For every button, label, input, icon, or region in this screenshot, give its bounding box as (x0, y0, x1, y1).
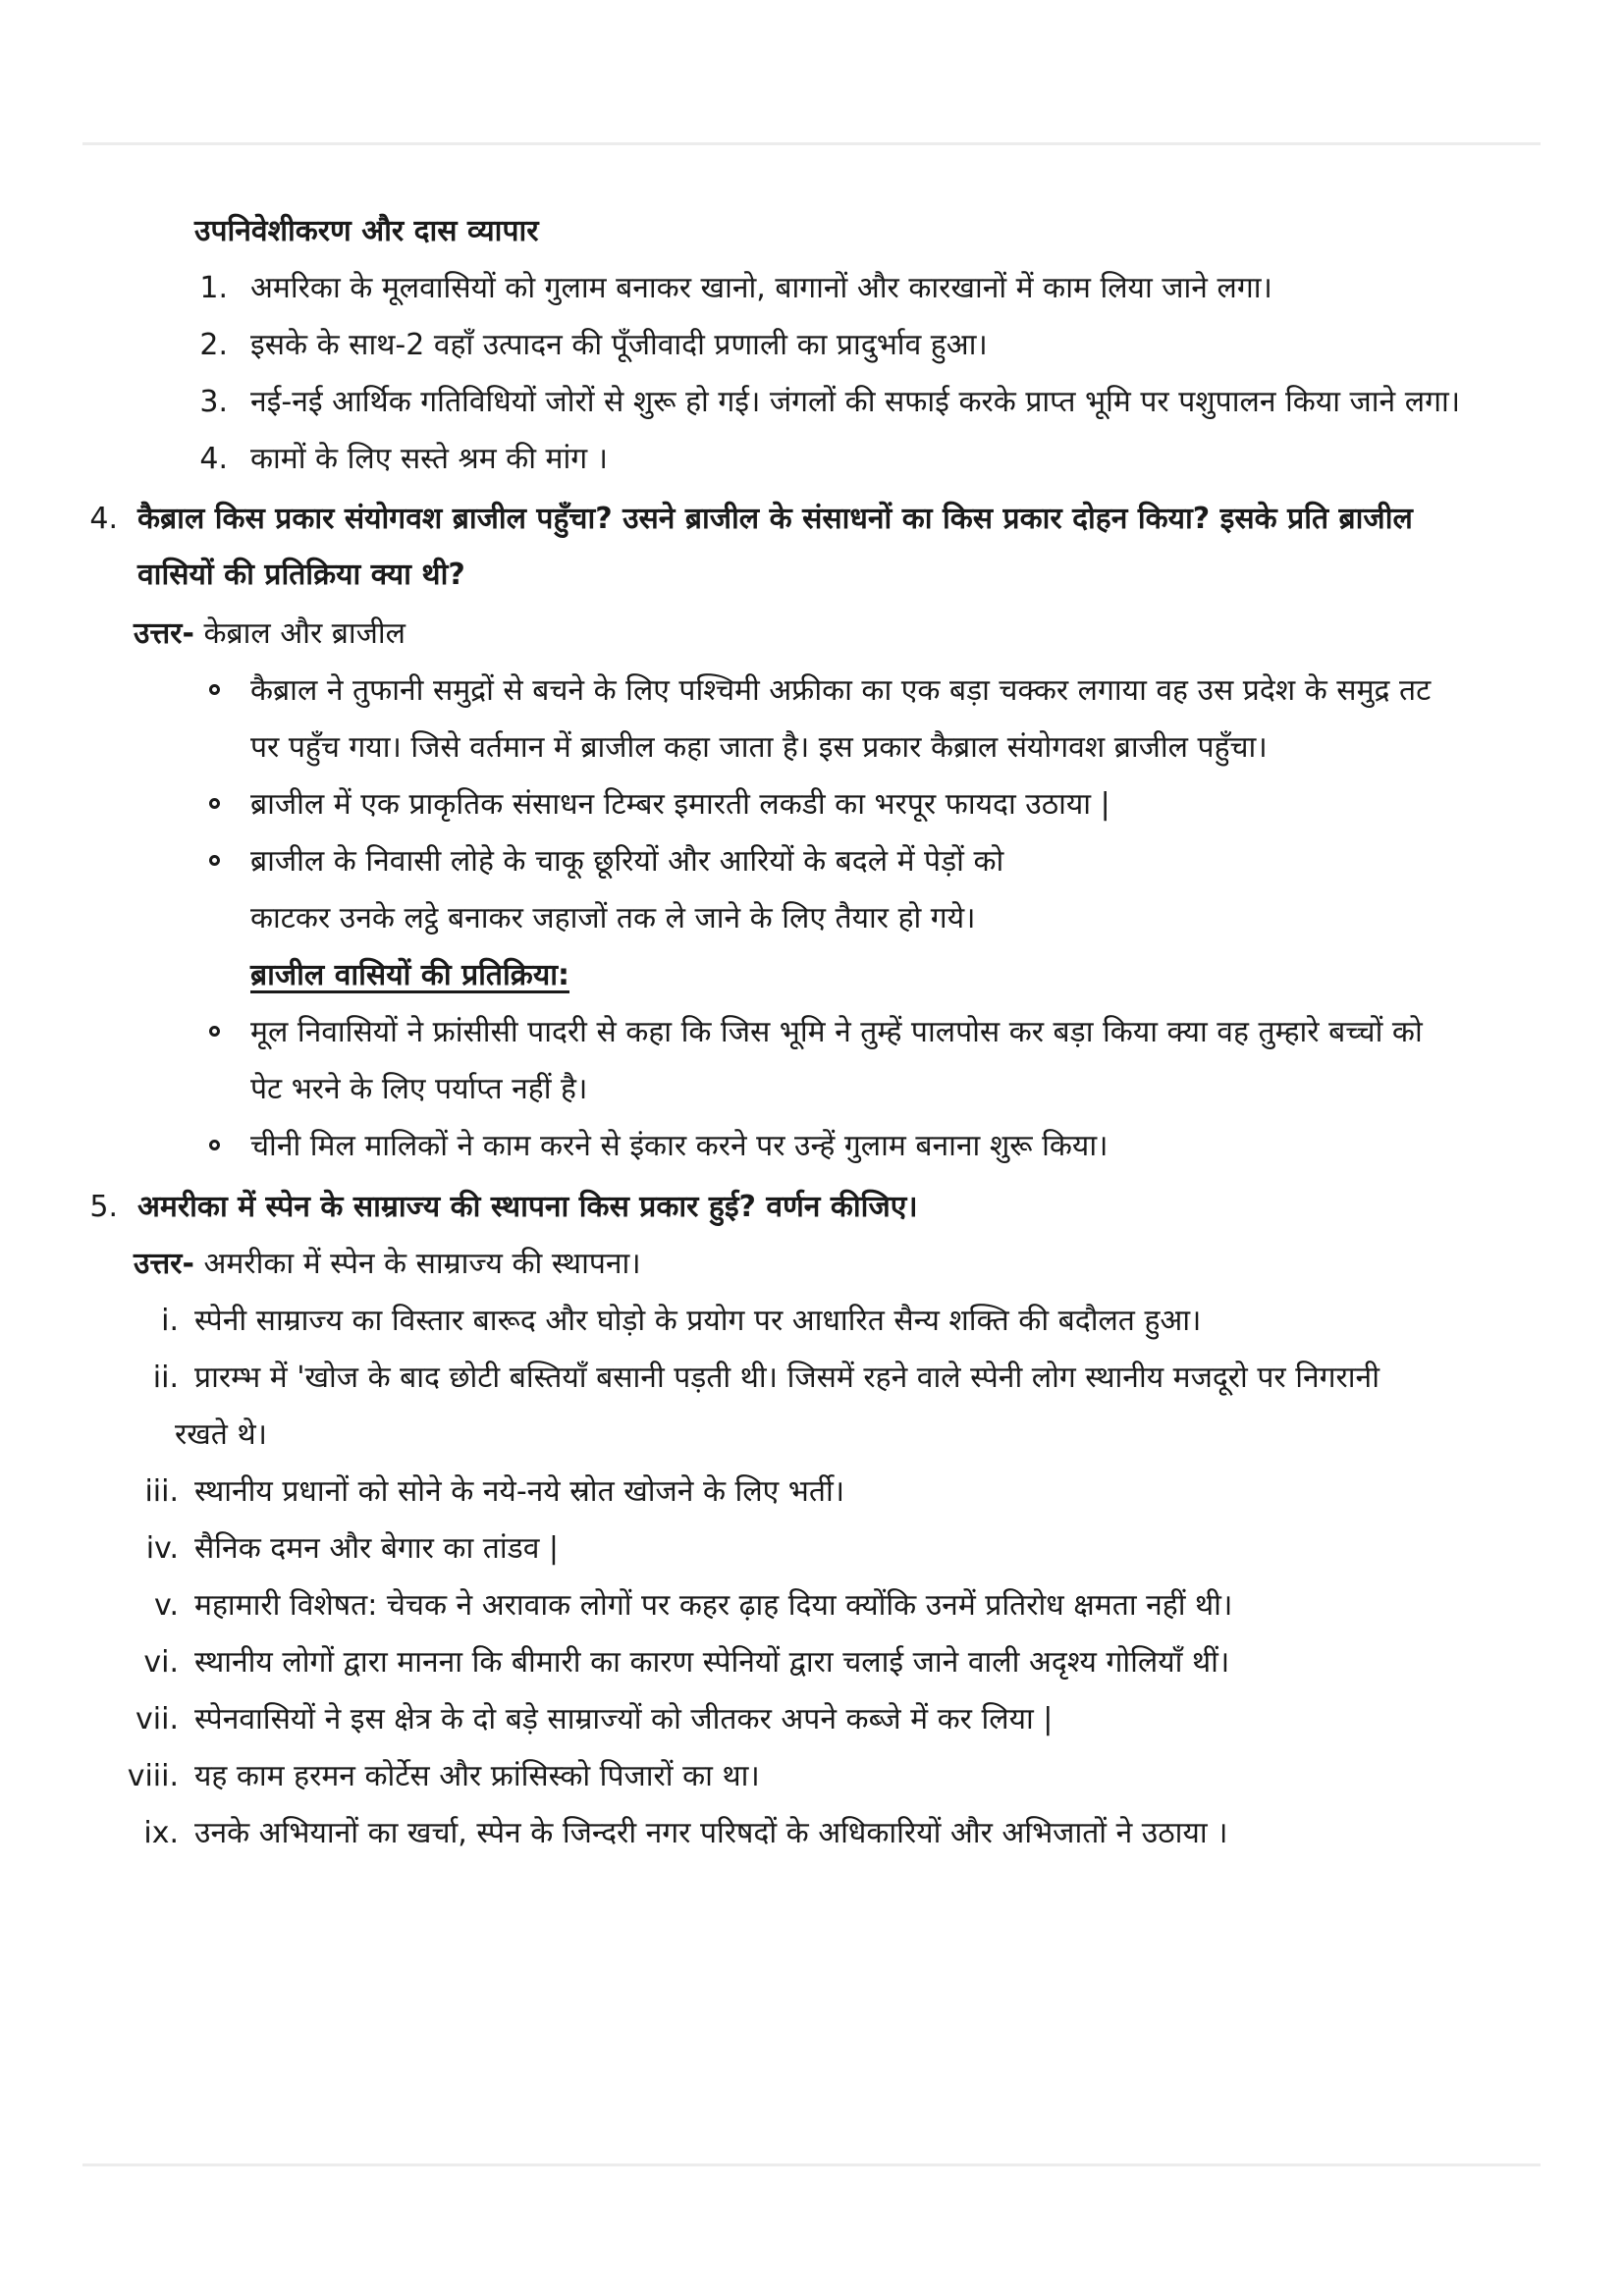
reaction-heading: ब्राजील वासियों की प्रतिक्रिया: (250, 958, 569, 992)
list-item: स्थानीय लोगों द्वारा मानना कि बीमारी का कारण स्पेनियों द्वारा चलाई जाने वाली अदृश्य गोलियाँ थीं। (194, 1645, 1230, 1680)
answer-heading (134, 614, 406, 654)
list-item: यह काम हरमन कोर्टेस और फ्रांसिस्को पिजारों का था। (194, 1759, 760, 1793)
list-item: प्रारम्भ में 'खोज के बाद छोटी बस्तियाँ बसानी पड़ती थी। जिसमें रहने वाले स्पेनी लोग स्थानीय मजदूरो पर निगरानी (194, 1361, 1380, 1395)
list-item: रखते थे। (175, 1417, 267, 1452)
question-number: 5. (89, 1190, 118, 1224)
question-text: अमरीका में स्पेन के साम्राज्य की स्थापना किस प्रकार हुई? वर्णन कीजिए। (137, 1190, 918, 1224)
bullet-text: ब्राजील के निवासी लोहे के चाकू छूरियों और आरियों के बदले में पेड़ों को (250, 844, 1004, 879)
bullet-icon (209, 1026, 220, 1037)
list-number: 2. (199, 328, 228, 362)
bullet-text: कैब्राल ने तुफानी समुद्रों से बचने के लिए पश्चिमी अफ्रीका का एक बड़ा चक्कर लगाया वह उस प्रदेश के समुद्र तट (250, 673, 1432, 708)
list-item: महामारी विशेषत: चेचक ने अरावाक लोगों पर कहर ढ़ाह दिया क्योंकि उनमें प्रतिरोध क्षमता नहीं थी। (194, 1588, 1233, 1623)
question-text: कैब्राल किस प्रकार संयोगवश ब्राजील पहुँचा? उसने ब्राजील के संसाधनों का किस प्रकार दोहन किया? इसके प्रति ब्राजील (137, 502, 1413, 536)
list-number: vi. (143, 1645, 179, 1680)
list-number: vii. (135, 1702, 179, 1736)
list-item: इसके के साथ-2 वहाँ उत्पादन की पूँजीवादी प्रणाली का प्रादुर्भाव हुआ। (250, 328, 988, 362)
list-item: कामों के लिए सस्ते श्रम की मांग । (250, 442, 609, 476)
bullet-icon (209, 798, 220, 809)
list-number: iii. (144, 1474, 179, 1509)
bullet-icon (209, 855, 220, 866)
answer-heading (134, 1245, 641, 1284)
list-item: स्पेनवासियों ने इस क्षेत्र के दो बड़े साम्राज्यों को जीतकर अपने कब्जे में कर लिया | (194, 1702, 1054, 1736)
top-rule (82, 142, 1541, 145)
bullet-text: मूल निवासियों ने फ्रांसीसी पादरी से कहा कि जिस भूमि ने तुम्हें पालपोस कर बड़ा किया क्या वह तुम्हारे बच्चों को (250, 1015, 1423, 1049)
answer-title: केब्राल और ब्राजील (193, 616, 406, 651)
list-number: 3. (199, 385, 228, 419)
list-item: उनके अभियानों का खर्चा, स्पेन के जिन्दरी नगर परिषदों के अधिकारियों और अभिजातों ने उठाया । (194, 1816, 1228, 1850)
answer-label: उत्तर- (134, 616, 194, 651)
list-number: ix. (143, 1816, 179, 1850)
question-text: वासियों की प्रतिक्रिया क्या थी? (137, 558, 465, 592)
list-item: स्थानीय प्रधानों को सोने के नये-नये स्रोत खोजने के लिए भर्ती। (194, 1474, 845, 1509)
list-number: v. (154, 1588, 179, 1623)
list-item: नई-नई आर्थिक गतिविधियों जोरों से शुरू हो गई। जंगलों की सफाई करके प्राप्त भूमि पर पशुपालन किया जाने लगा। (250, 385, 1461, 419)
list-number: i. (161, 1304, 179, 1338)
bullet-text: काटकर उनके लट्ठे बनाकर जहाजों तक ले जाने के लिए तैयार हो गये। (250, 901, 976, 935)
list-number: 4. (199, 442, 228, 476)
list-item: स्पेनी साम्राज्य का विस्तार बारूद और घोड़ो के प्रयोग पर आधारित सैन्य शक्ति की बदौलत हुआ। (194, 1304, 1202, 1338)
list-item: अमरिका के मूलवासियों को गुलाम बनाकर खानो, बागानों और कारखानों में काम लिया जाने लगा। (250, 271, 1272, 305)
list-number: ii. (152, 1361, 179, 1395)
list-number: viii. (127, 1759, 179, 1793)
list-number: 1. (199, 271, 228, 305)
bullet-text: पेट भरने के लिए पर्याप्त नहीं है। (250, 1072, 588, 1106)
bullet-icon (209, 1140, 220, 1150)
answer-title: अमरीका में स्पेन के साम्राज्य की स्थापना। (193, 1247, 641, 1281)
list-item: सैनिक दमन और बेगार का तांडव | (194, 1531, 560, 1566)
list-number: iv. (145, 1531, 179, 1566)
bullet-icon (209, 684, 220, 695)
bullet-text: ब्राजील में एक प्राकृतिक संसाधन टिम्बर इमारती लकडी का भरपूर फायदा उठाया | (250, 787, 1110, 822)
bullet-text: पर पहुँच गया। जिसे वर्तमान में ब्राजील कहा जाता है। इस प्रकार कैब्राल संयोगवश ब्राजील पहुँचा। (250, 730, 1268, 765)
bottom-rule (82, 2163, 1541, 2166)
section-heading: उपनिवेशीकरण और दास व्यापार (194, 214, 539, 248)
answer-label: उत्तर- (134, 1247, 194, 1281)
bullet-text: चीनी मिल मालिकों ने काम करने से इंकार करने पर उन्हें गुलाम बनाना शुरू किया। (250, 1129, 1109, 1163)
question-number: 4. (89, 502, 118, 536)
